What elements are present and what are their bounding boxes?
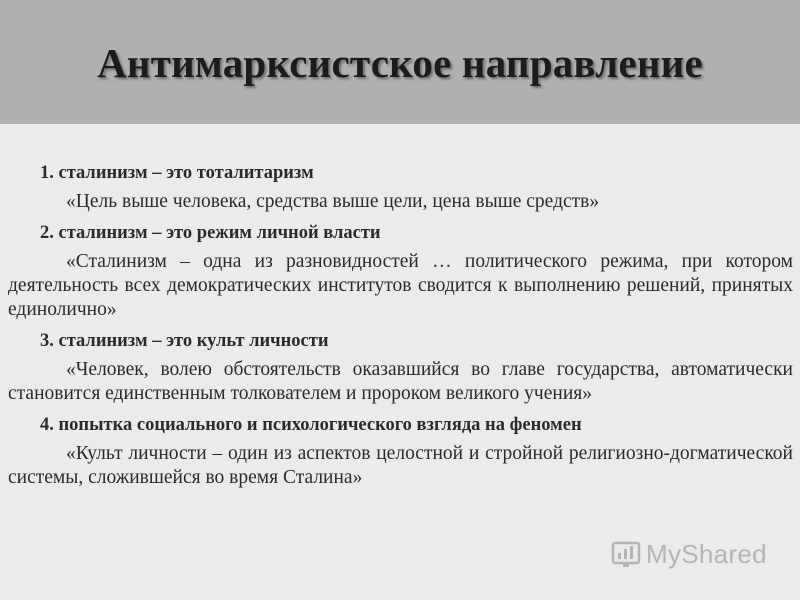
point-heading-1: 1. сталинизм – это тоталитаризм <box>40 163 314 183</box>
point-quote-4: «Культ личности – один из аспектов целостной и стройной религиозно-догматической системы, сложившейся во время Сталина» <box>8 443 793 488</box>
slide-body <box>8 160 793 496</box>
point-quote-2: «Сталинизм – одна из разновидностей … политического режима, при котором деятельность всех демократических институтов сводится к выполнению решений, принятых единолично» <box>8 251 793 320</box>
title-bar <box>0 0 800 124</box>
slide-title: Антимарксистское направление <box>97 40 703 86</box>
point-heading-2: 2. сталинизм – это режим личной власти <box>40 223 381 243</box>
point-quote-3: «Человек, волею обстоятельств оказавшийся во главе государства, автоматически становится единственным толкователем и пророком великого учения» <box>8 359 793 404</box>
watermark <box>610 536 767 572</box>
watermark-text: MyShared <box>646 538 767 569</box>
point-heading-4: 4. попытка социального и психологического взгляда на феномен <box>40 415 582 435</box>
myshared-logo-icon <box>610 538 642 570</box>
point-heading-3: 3. сталинизм – это культ личности <box>40 331 329 351</box>
point-quote-1: «Цель выше человека, средства выше цели, цена выше средств» <box>66 191 600 212</box>
